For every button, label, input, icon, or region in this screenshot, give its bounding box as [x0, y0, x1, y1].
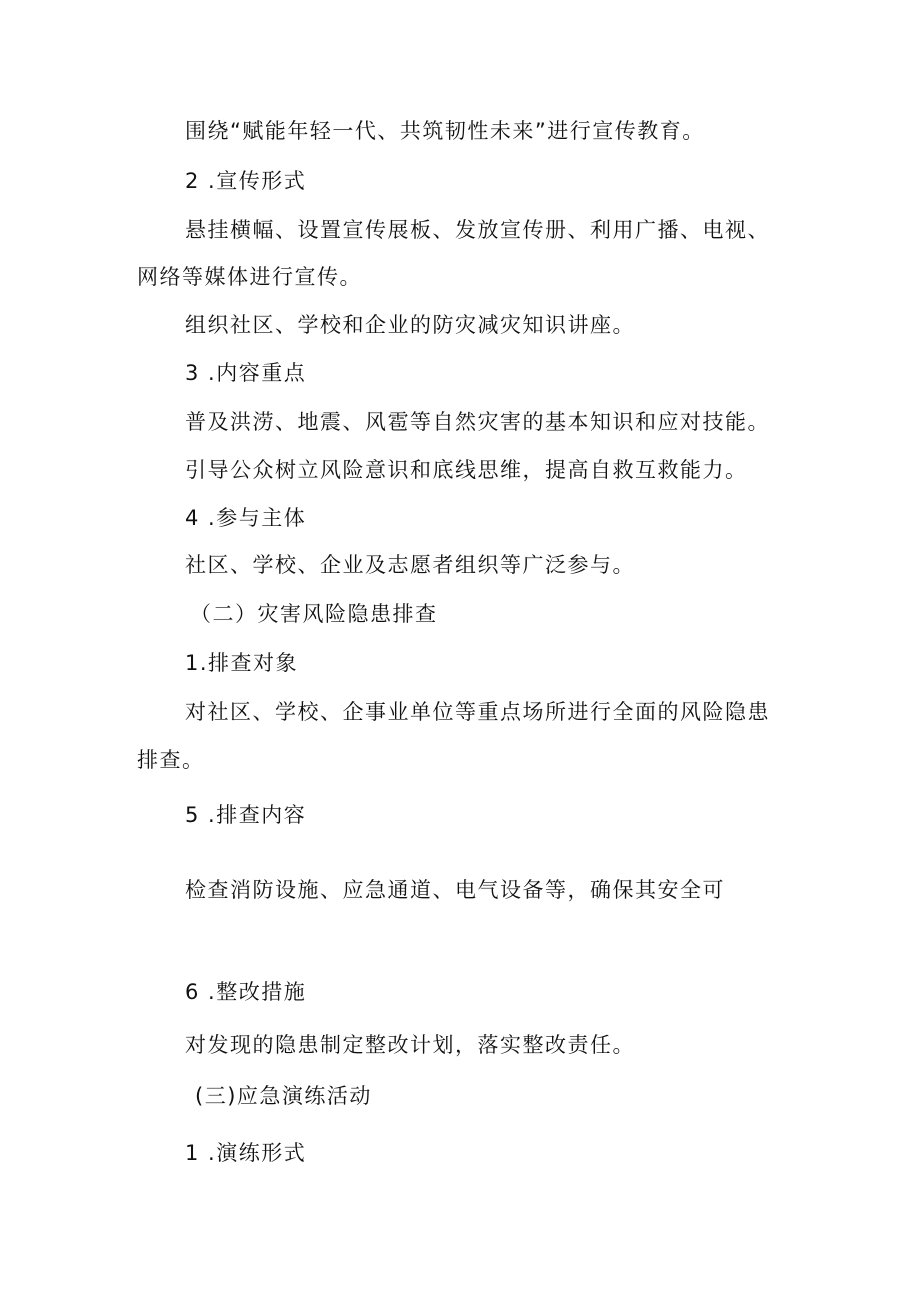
heading-drill-form: 1 .演练形式	[185, 1141, 307, 1165]
paragraph-rectification: 对发现的隐患制定整改计划，落实整改责任。	[185, 1033, 635, 1057]
paragraph-theme: 围绕“赋能年轻一代、共筑韧性未来”进行宣传教育。	[185, 119, 705, 143]
paragraph-awareness: 引导公众树立风险意识和底线思维，提高自救互救能力。	[185, 458, 748, 482]
paragraph-participants: 社区、学校、企业及志愿者组织等广泛参与。	[185, 553, 635, 577]
heading-rectification: 6 .整改措施	[185, 980, 307, 1004]
paragraph-publicity-methods: 悬挂横幅、设置宣传展板、发放宣传册、利用广播、电视、	[185, 218, 770, 242]
paragraph-check-content: 检查消防设施、应急通道、电气设备等，确保其安全可	[185, 878, 725, 902]
paragraph-lectures: 组织社区、学校和企业的防灾减灾知识讲座。	[185, 313, 635, 337]
heading-participants: 4 .参与主体	[185, 506, 307, 530]
heading-check-targets: 1.排查对象	[185, 651, 299, 675]
paragraph-check-targets: 对社区、学校、企事业单位等重点场所进行全面的风险隐患	[185, 700, 770, 724]
paragraph-knowledge: 普及洪涝、地震、风雹等自然灾害的基本知识和应对技能。	[185, 410, 770, 434]
paragraph-check-targets-cont: 排查。	[137, 748, 205, 772]
heading-publicity-form: 2 .宣传形式	[185, 169, 307, 193]
section-heading-hazard-check: （二）灾害风险隐患排查	[190, 602, 438, 626]
section-heading-drill: (三)应急演练活动	[195, 1084, 372, 1108]
heading-check-content: 5 .排查内容	[185, 803, 307, 827]
paragraph-publicity-methods-cont: 网络等媒体进行宣传。	[137, 265, 362, 289]
heading-content-focus: 3 .内容重点	[185, 361, 307, 385]
